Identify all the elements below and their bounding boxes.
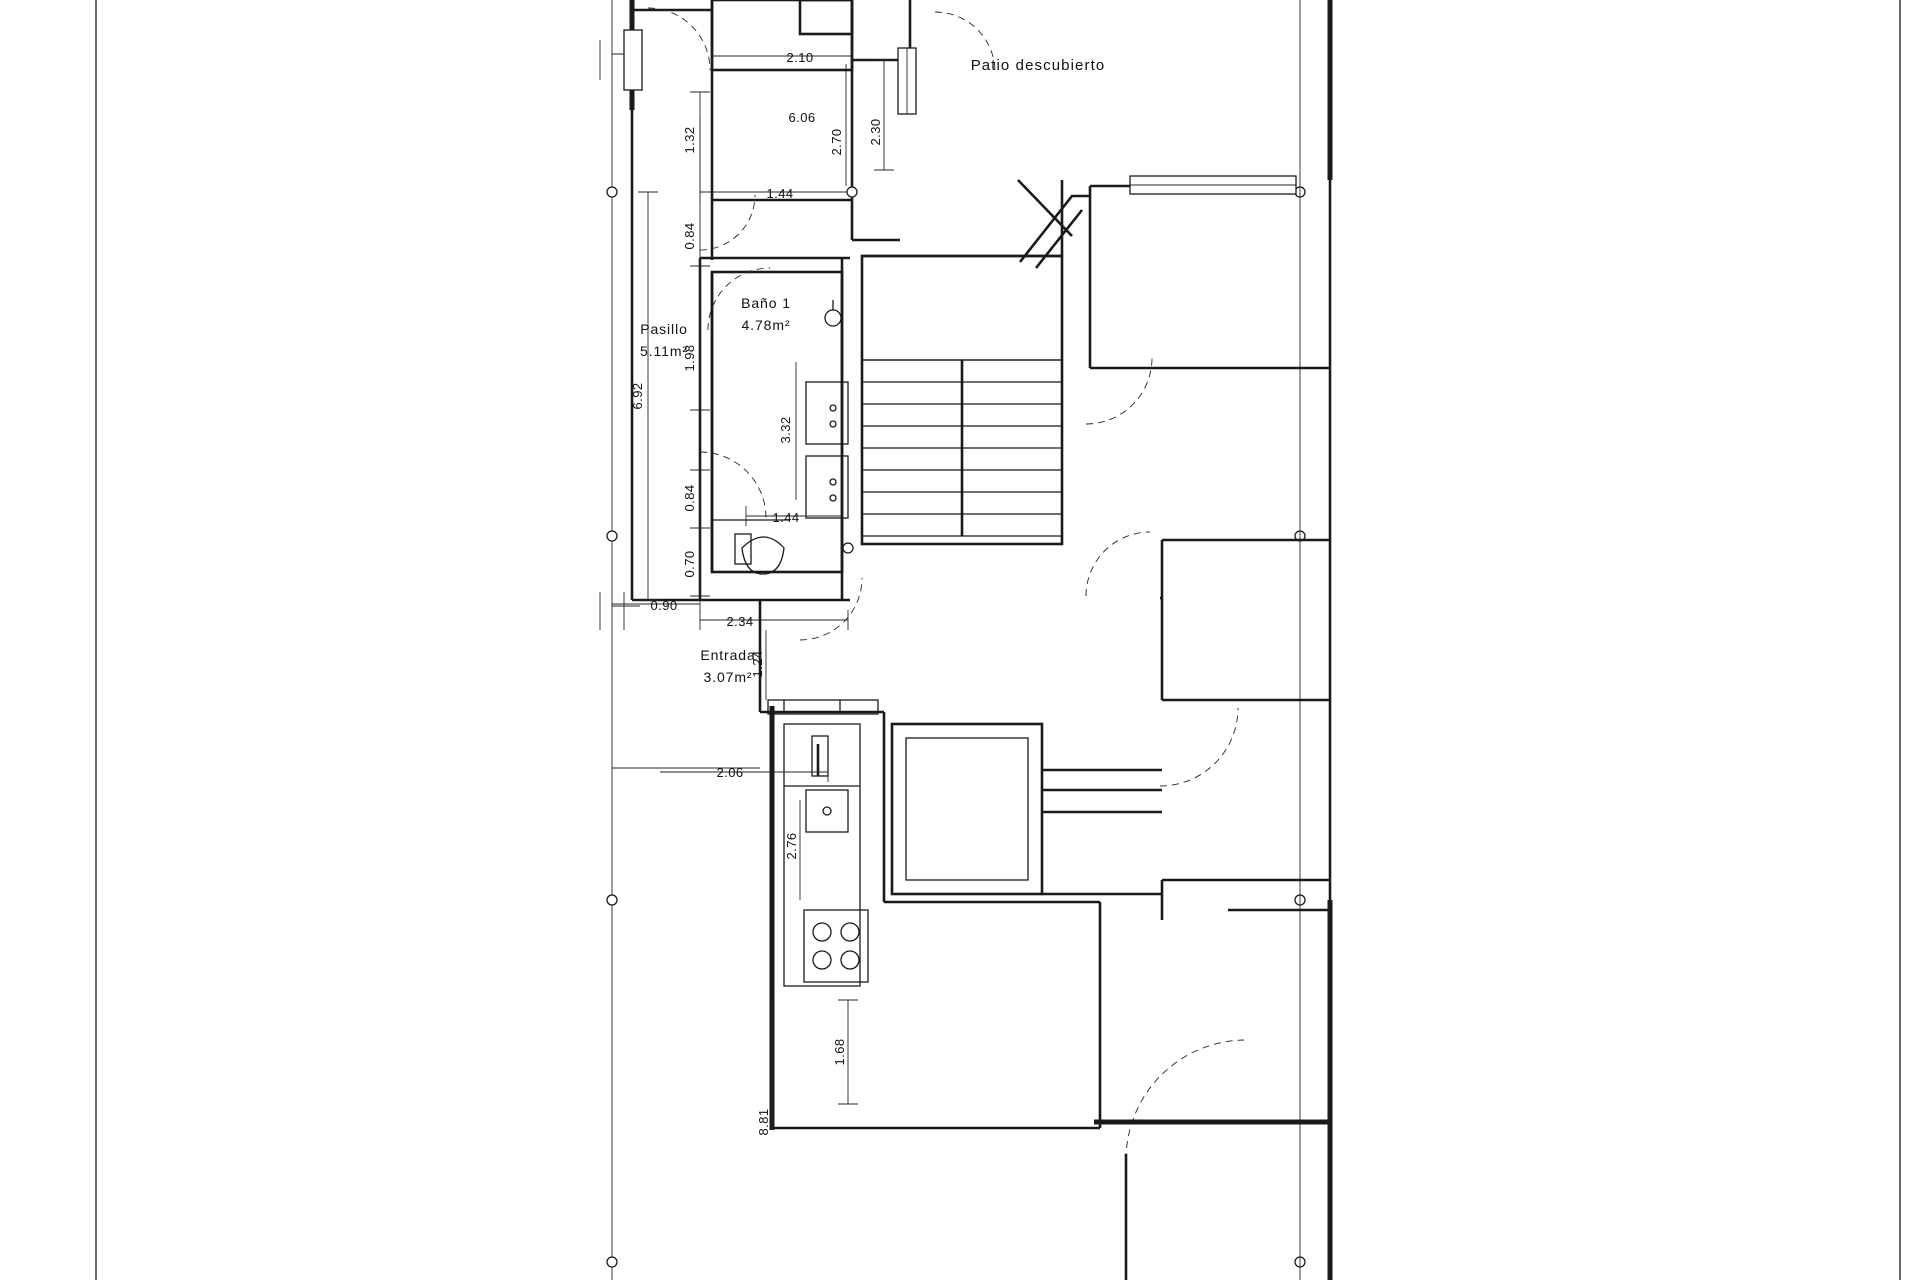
dim-1-32: 1.32 bbox=[682, 126, 697, 154]
dim-0-84-b: 0.84 bbox=[682, 484, 697, 512]
room-label-patio: Patio descubierto bbox=[970, 57, 1106, 74]
patio-and-right-rooms bbox=[1020, 0, 1330, 1280]
dim-3-32: 3.32 bbox=[778, 416, 793, 444]
dim-2-76: 2.76 bbox=[784, 832, 799, 860]
dim-6-06: 6.06 bbox=[788, 110, 816, 125]
dim-2-34: 2.34 bbox=[726, 614, 754, 629]
dim-1-68: 1.68 bbox=[832, 1038, 847, 1066]
room-label-entrada-name: Entrada bbox=[700, 647, 756, 663]
dim-1-44: 1.44 bbox=[766, 186, 794, 201]
dim-0-84: 0.84 bbox=[682, 222, 697, 250]
room-label-pasillo-name: Pasillo bbox=[640, 321, 688, 337]
room-label-entrada-area: 3.07m² bbox=[703, 669, 753, 685]
sheet-edges bbox=[96, 0, 1900, 1280]
dim-2-70: 2.70 bbox=[829, 128, 844, 156]
room-label-bano-name: Baño 1 bbox=[741, 295, 791, 311]
dim-2-10: 2.10 bbox=[786, 50, 814, 65]
dim-1-24: 1.24 bbox=[750, 650, 765, 678]
dim-1-98: 1.98 bbox=[682, 344, 697, 372]
dim-6-92: 6.92 bbox=[630, 382, 645, 410]
dim-0-70: 0.70 bbox=[682, 550, 697, 578]
room-label-bano-area: 4.78m² bbox=[741, 317, 791, 333]
dim-2-06: 2.06 bbox=[716, 765, 744, 780]
dim-2-30: 2.30 bbox=[868, 118, 883, 146]
dim-8-81: 8.81 bbox=[756, 1108, 771, 1136]
upper-left-rooms bbox=[624, 0, 995, 600]
dim-0-90: 0.90 bbox=[650, 598, 678, 613]
hall-bath-block bbox=[632, 258, 862, 640]
room-label-pasillo-area: 5.11m² bbox=[640, 343, 688, 359]
dim-1-44-b: 1.44 bbox=[772, 510, 800, 525]
